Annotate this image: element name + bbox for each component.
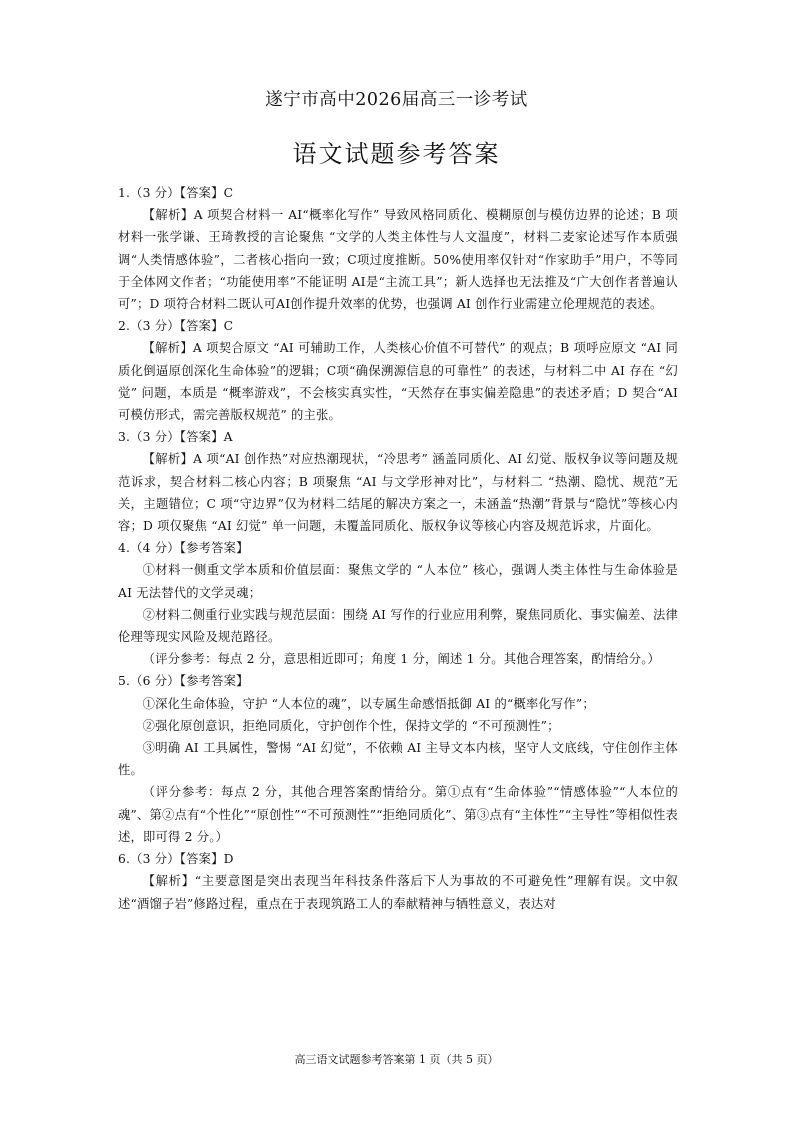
exam-title: 遂宁市高中2026届高三一诊考试	[265, 90, 528, 110]
question-4-point-2: ②材料二侧重行业实践与规范层面：围绕 AI 写作的行业应用利弊，聚焦同质化、事实偏差、法律伦理等现实风险及规范路径。	[118, 607, 678, 645]
question-6-analysis: 【解析】“主要意图是突出表现当年科技条件落后下人为事故的不可避免性”理解有误。文中叙述“酒馏子岩”修路过程，重点在于表现筑路工人的奉献精神与牺牲意义，表达对	[118, 874, 678, 911]
answer-body	[118, 182, 678, 915]
question-5-point-3: ③明确 AI 工具属性，警惕 “AI 幻觉”，不依赖 AI 主导文本内核，坚守人文底线，守住创作主体性。	[118, 741, 678, 778]
question-4-heading: 4.（4 分）【参考答案】	[118, 541, 249, 556]
question-1-analysis: 【解析】A 项契合材料一 AI“概率化写作” 导致风格同质化、模糊原创与模仿边界的论述；B 项材料一张学谦、王琦教授的言论聚焦 “文学的人类主体性与人文温度”，材料二麦家论述写作本质强调“人类情感体验”，二者核心指向一致；C项过度推断。50%使用率仅针对“作家助手”用户，不等同于全体网文作者；“功能使用率”不能证明 AI是“主流工具”；新人选择也无法推及“广大创作者普遍认可”；D 项符合材料二既认可AI创作提升效率的优势，也强调 AI 创作行业需建立伦理规范的表述。	[118, 208, 678, 312]
question-4-scoring: （评分参考：每点 2 分，意思相近即可；角度 1 分，阐述 1 分。其他合理答案，酌情给分。）	[142, 652, 661, 667]
document-subtitle: 语文试题参考答案	[292, 140, 501, 168]
question-4-point-1: ①材料一侧重文学本质和价值层面：聚焦文学的 “人本位” 核心，强调人类主体性与生命体验是 AI 无法替代的文学灵魂；	[118, 563, 678, 600]
question-2-analysis: 【解析】A 项契合原文 “AI 可辅助工作，人类核心价值不可替代” 的观点；B 项呼应原文 “AI 同质化倒逼原创深化生命体验”的逻辑；C项“确保溯源信息的可靠性” 的表述，与材料二中 AI 存在 “幻觉” 问题，本质是 “概率游戏”，不会核实真实性，“天然存在事实偏差隐患”的表述矛盾；D 契合“AI 可模仿形式，需完善版权规范” 的主张。	[118, 341, 678, 423]
question-3-heading: 3.（3 分）【答案】A	[118, 430, 233, 445]
question-6-heading: 6.（3 分）【答案】D	[118, 852, 234, 867]
question-5-point-2: ②强化原创意识，拒绝同质化，守护创作个性，保持文学的 “不可预测性”；	[142, 718, 560, 733]
question-5-heading: 5.（6 分）【参考答案】	[118, 674, 249, 689]
question-5-scoring: （评分参考：每点 2 分，其他合理答案酌情给分。第①点有“生命体验”“情感体验”“人本位的魂”、第②点有“个性化”“原创性”“不可预测性”“拒绝同质化”、第③点有“主体性”“主导性”等相似性表述，即可得 2 分。）	[118, 785, 678, 844]
question-1-heading: 1.（3 分）【答案】C	[118, 186, 234, 200]
question-5-point-1: ①深化生命体验，守护 “人本位的魂”，以专属生命感悟抵御 AI 的“概率化写作”；	[142, 696, 595, 711]
question-2-heading: 2.（3 分）【答案】C	[118, 319, 234, 334]
page-footer: 高三语文试题参考答案第 1 页（共 5 页）	[294, 1053, 499, 1066]
question-3-analysis: 【解析】A 项“AI 创作热”对应热潮现状，“冷思考” 涵盖同质化、AI 幻觉、版权争议等问题及规范诉求，契合材料二核心内容；B 项聚焦 “AI 与文学形神对比”，与材料二 “热潮、隐忧、规范”无关，主题错位；C 项“守边界”仅为材料二结尾的解决方案之一，未涵盖“热潮”背景与“隐忧”等核心内容；D 项仅聚焦 “AI 幻觉” 单一问题，未覆盖同质化、版权争议等核心内容及规范诉求，片面化。	[118, 452, 678, 534]
